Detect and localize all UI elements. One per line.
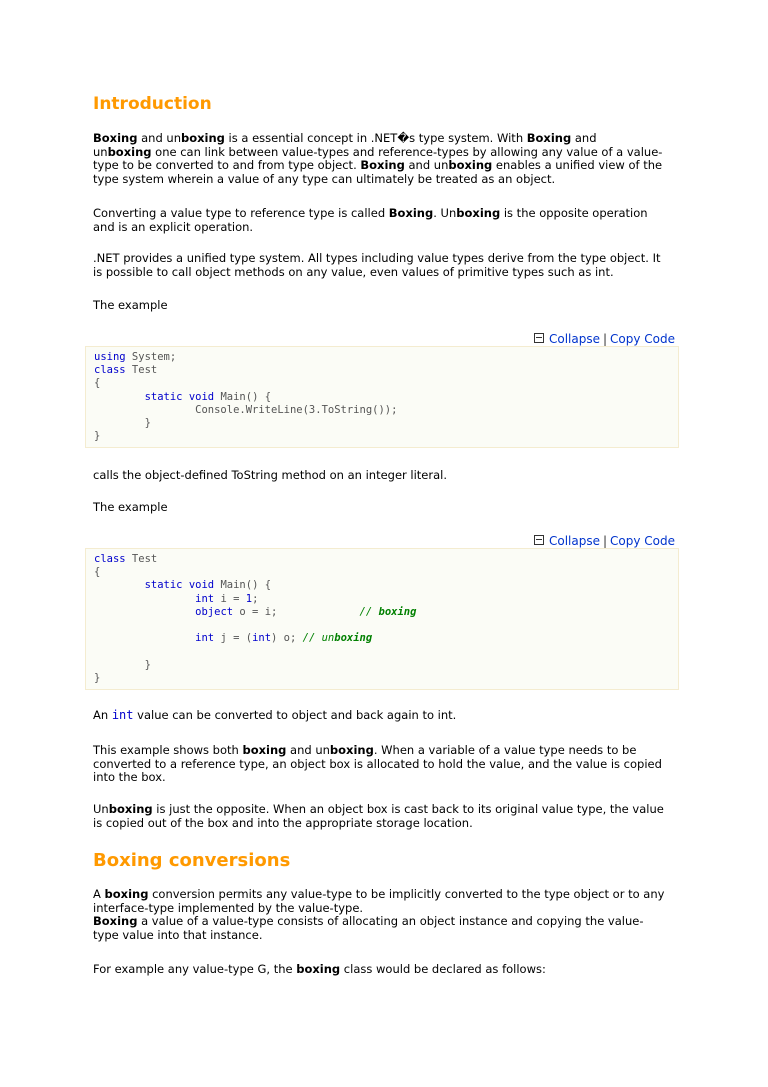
paragraph-example-explanation: This example shows both boxing and unboxing. When a variable of a value type needs to be converted to a reference type, an object box is allocated to hold the value, and the value is copied into the box. xyxy=(93,743,662,784)
code-toolbar-1 xyxy=(534,332,675,346)
boxing-conversions-paragraph-1: A boxing conversion permits any value-type to be implicitly converted to the type object or to any interface-type implemented by the value-type. Boxing a value of a value-type consists of allocating an object instance and copying the value- type value into that instance. xyxy=(93,887,665,942)
intro-paragraph-3: .NET provides a unified type system. All types including value types derive from the type object. It is possible to call object methods on any value, even values of primitive types such as int. xyxy=(93,251,661,279)
intro-paragraph-4: The example xyxy=(93,298,168,312)
code-block-2: class Test { static void Main() { int i = 1; object o = i; // boxing int j = (int) o; // unboxing } } xyxy=(85,548,679,690)
toolbar-separator: | xyxy=(602,534,608,548)
copy-code-link[interactable]: Copy Code xyxy=(610,534,675,548)
toolbar-separator: | xyxy=(602,332,608,346)
copy-code-link[interactable]: Copy Code xyxy=(610,332,675,346)
section-heading-boxing-conversions: Boxing conversions xyxy=(93,850,291,871)
paragraph-unboxing: Unboxing is just the opposite. When an object box is cast back to its original value type, the value is copied out of the box and into the appropriate storage location. xyxy=(93,802,664,830)
code-toolbar-2 xyxy=(534,534,675,548)
paragraph-int-conversion: An int value can be converted to object and back again to int. xyxy=(93,708,457,722)
collapse-link[interactable]: Collapse xyxy=(548,534,600,548)
collapse-link[interactable]: Collapse xyxy=(548,332,600,346)
intro-paragraph-1: Boxing and unboxing is a essential concept in .NET�s type system. With Boxing and unboxing one can link between value-types and reference-types by allowing any value of a value- type to be converted to and from type object. Boxing and unboxing enables a unified view of the type system wherein a value of any type can ultimately be treated as an object. xyxy=(93,131,663,186)
paragraph-after-code-1: calls the object-defined ToString method on an integer literal. xyxy=(93,468,448,482)
intro-paragraph-2: Converting a value type to reference type is called Boxing. Unboxing is the opposite operation and is an explicit operation. xyxy=(93,206,648,234)
collapse-icon[interactable] xyxy=(534,535,544,545)
collapse-icon[interactable] xyxy=(534,333,544,343)
boxing-conversions-paragraph-2: For example any value-type G, the boxing class would be declared as follows: xyxy=(93,962,546,976)
paragraph-example-2: The example xyxy=(93,500,168,514)
section-heading-introduction: Introduction xyxy=(93,94,212,114)
code-block-1: using System; class Test { static void Main() { Console.WriteLine(3.ToString()); } } xyxy=(85,346,679,448)
